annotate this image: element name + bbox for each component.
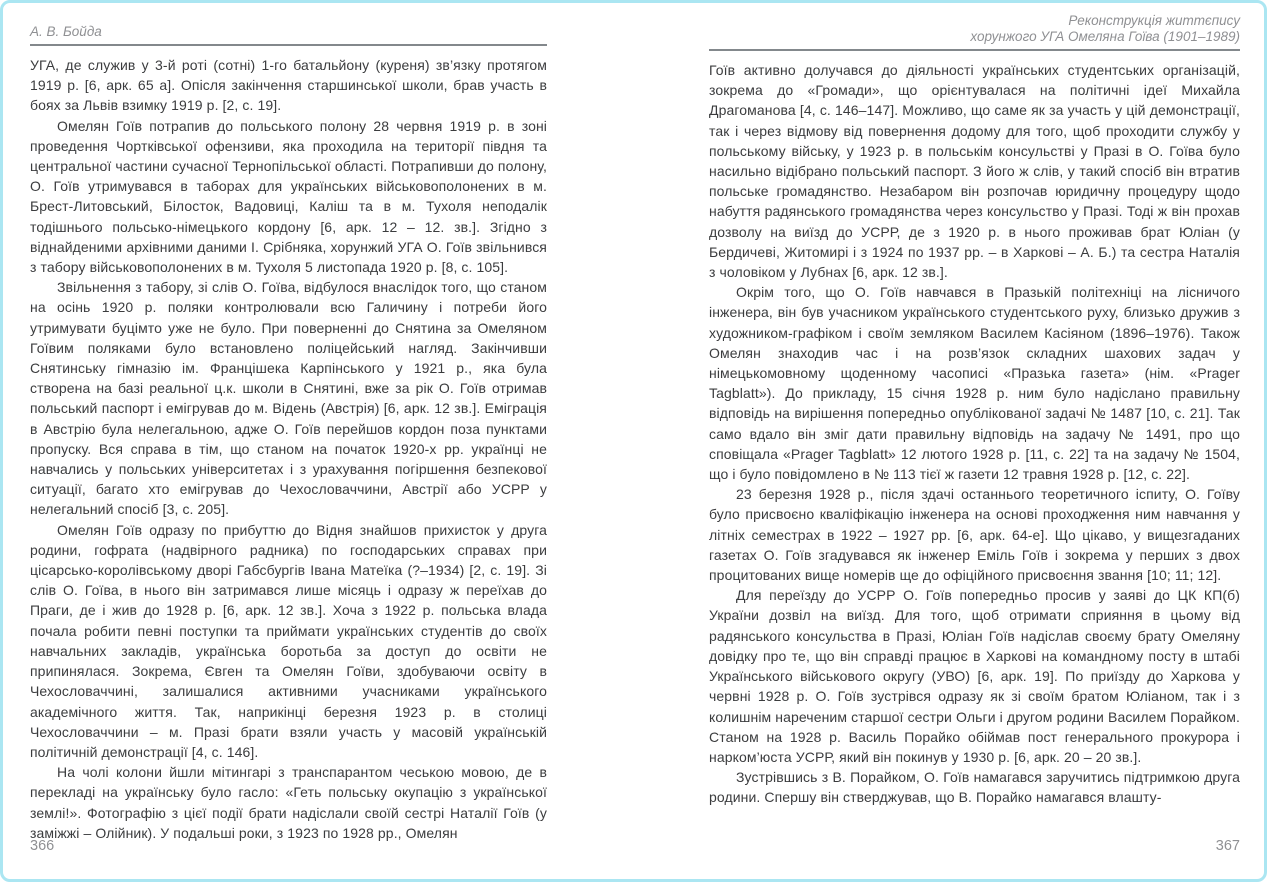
right-page-body bbox=[709, 60, 1240, 808]
paragraph: Окрім того, що О. Гоїв навчався в Празькій політехніці на лісничого інженера, він був учасником українського студентського руху, близько дружив з художником-графіком і своїм земляком Василем Касіяном (1896–1976). Також Омелян знаходив час і на розв’язок складних шахових задач у німецькомовному щоденному часописі «Празька газета» (нім. «Prager Tagblatt»). До прикладу, 15 січня 1928 р. ним було надіслано правильну відповідь на вирішення попередньо опублікованої задачі № 1487 [10, с. 21]. Так само вдало він зміг дати правильну відповідь на задачу № 1491, про що сповіщала «Prager Tagblatt» 12 лютого 1928 р. [11, с. 22] та на задачу № 1504, що і було повідомлено в № 113 тієї ж газети 12 травня 1928 р. [12, с. 22]. bbox=[709, 284, 1240, 483]
paragraph: Омелян Гоїв одразу по прибуттю до Відня знайшов прихисток у друга родини, гофрата (надвірного радника) по господарських справах при цісарсько-королівському дворі Габсбургів Івана Матеїка (?–1934) [2, с. 19]. Зі слів О. Гоїва, в нього він затримався лише місяць і одразу ж переїхав до Праги, де і жив до 1928 р. [6, арк. 12 зв.]. Хоча з 1922 р. польська влада почала робити певні поступки та приймати українських студентів до своїх навчальних закладів, українська боротьба за доступ до освіти не припинялася. Зокрема, Євген та Омелян Гоїви, здобуваючи освіту в Чехословаччині, залишалися активними учасниками українського академічного життя. Так, наприкінці березня 1923 р. в столиці Чехословаччини – м. Празі брати взяли участь у масовій українській політичній демонстрації [4, с. 146]. bbox=[30, 521, 547, 760]
left-page-number: 366 bbox=[30, 838, 55, 854]
paragraph: На чолі колони йшли мітингарі з транспарантом чеською мовою, де в перекладі на українську було гасло: «Геть польську окупацію з української землі!». Фотографію з цієї події брати надіслали своїй сестрі Наталії Гоїв (у заміжжі – Олійник). У подальші роки, з 1923 по 1928 рр., Омелян bbox=[30, 764, 547, 841]
paragraph: Для переїзду до УСРР О. Гоїв попередньо просив у заяві до ЦК КП(б) України дозвіл на виїзд. Для того, щоб отримати сприяння в цьому від радянського консульства в Празі, Юліан Гоїв надіслав своєму брату Омеляну довідку про те, що він справді працює в Харкові на командному посту в штабі Українського військового округу (УВО) [6, арк. 19]. По приїзду до Харкова у червні 1928 р. О. Гоїв зустрівся одразу як зі своїм братом Юліаном, так і з колишнім нареченим старшої сестри Ольги і другом родини Василем Порайком. Станом на 1928 р. Василь Порайко обіймав пост генерального прокурора і нарком’юста УСРР, який він покинув у 1930 р. [6, арк. 20 – 20 зв.]. bbox=[709, 587, 1240, 765]
right-running-header bbox=[709, 13, 1240, 45]
left-running-header: А. В. Бойда bbox=[30, 24, 102, 39]
paragraph: Зустрівшись з В. Порайком, О. Гоїв намагався заручитись підтримкою друга родини. Спершу він стверджував, що В. Порайко намагався влашту- bbox=[709, 769, 1240, 806]
left-header-rule bbox=[30, 44, 547, 46]
paragraph: Звільнення з табору, зі слів О. Гоїва, відбулося внаслідок того, що станом на осінь 1920 р. поляки контролювали всю Галичину і потреби його утримувати буцімто уже не було. При поверненні до Снятина за Омеляном Гоївим поляками було встановлено поліцейський нагляд. Закінчивши Снятинську гімназію ім. Францішека Карпінського у 1921 р., яка була створена на базі реальної ц.к. школи в Снятині, вже за рік О. Гоїв отримав польський паспорт і емігрував до м. Відень (Австрія) [6, арк. 12 зв.]. Еміграція в Австрію була нелегальною, адже О. Гоїв перейшов кордон поза пунктами пропуску. Вся справа в тім, що станом на початок 1920-х рр. українці не навчались у польських університетах і з урахування погіршення безпекової ситуації, багато хто емігрував до Чехословаччини, Австрії або УСРР у нелегальний спосіб [3, с. 205]. bbox=[30, 279, 547, 518]
paragraph: Гоїв активно долучався до діяльності українських студентських організацій, зокрема до «Громади», що орієнтувалася на політичні ідеї Михайла Драгоманова [4, с. 146–147]. Можливо, що саме як за участь у цій демонстрації, так і через відмову від повернення додому для того, щоб проходити службу у польському війську, у 1923 р. в польськім консульстві у Празі в О. Гоїва було насильно відібрано польський паспорт. З його ж слів, у такий спосіб він втратив польське громадянство. Незабаром він розпочав юридичну процедуру щодо набуття радянського громадянства через консульство у Празі. Тоді ж він прохав дозволу на виїзд до УСРР, де з 1920 р. в нього проживав брат Юліан (у Бердичеві, Житомирі і з 1924 по 1937 рр. – в Харкові – А. Б.) та сестра Наталія з чоловіком у Лубнах [6, арк. 12 зв.]. bbox=[709, 62, 1240, 281]
right-header-rule bbox=[709, 49, 1240, 51]
right-running-header-line1: Реконструкція життєпису bbox=[1068, 13, 1240, 28]
right-page-number: 367 bbox=[1215, 838, 1240, 854]
left-page-body bbox=[30, 55, 547, 843]
paragraph: УГА, де служив у 3-й роті (сотні) 1-го батальйону (куреня) зв’язку протягом 1919 р. [6, арк. 65 а]. Опісля закінчення старшинської школи, брав участь в боях за Львів взимку 1919 р. [2, с. 19]. bbox=[30, 57, 547, 114]
right-running-header-line2: хорунжого УГА Омеляна Гоїва (1901–1989) bbox=[970, 29, 1240, 44]
left-page bbox=[30, 0, 547, 882]
right-page bbox=[709, 0, 1240, 882]
paragraph: 23 березня 1928 р., після здачі останнього теоретичного іспиту, О. Гоїву було присвоєно кваліфікацію інженера на основі проходження ним навчання у літніх семестрах в 1922 – 1927 рр. [6, арк. 64-е]. Що цікаво, у вищезгаданих газетах О. Гоїв згадувався як інженер Еміль Гоїв і зокрема у перших з двох процитованих вище номерів ще до офіційного присвоєння звання [10; 11; 12]. bbox=[709, 486, 1240, 584]
paragraph: Омелян Гоїв потрапив до польського полону 28 червня 1919 р. в зоні проведення Чортківської офензиви, яка проходила на території півдня та центральної частини сучасної Тернопільської області. Потрапивши до полону, О. Гоїв утримувався в таборах для українських військовополонених в м. Брест-Литовський, Білосток, Вадовиці, Каліш та в м. Тухоля неподалік тодішнього польсько-німецького кордону [6, арк. 12 – 12. зв.]. Згідно з віднайденими архівними даними І. Срібняка, хорунжий УГА О. Гоїв звільнився з табору військовополонених в м. Тухоля 5 листопада 1920 р. [8, с. 105]. bbox=[30, 117, 547, 276]
